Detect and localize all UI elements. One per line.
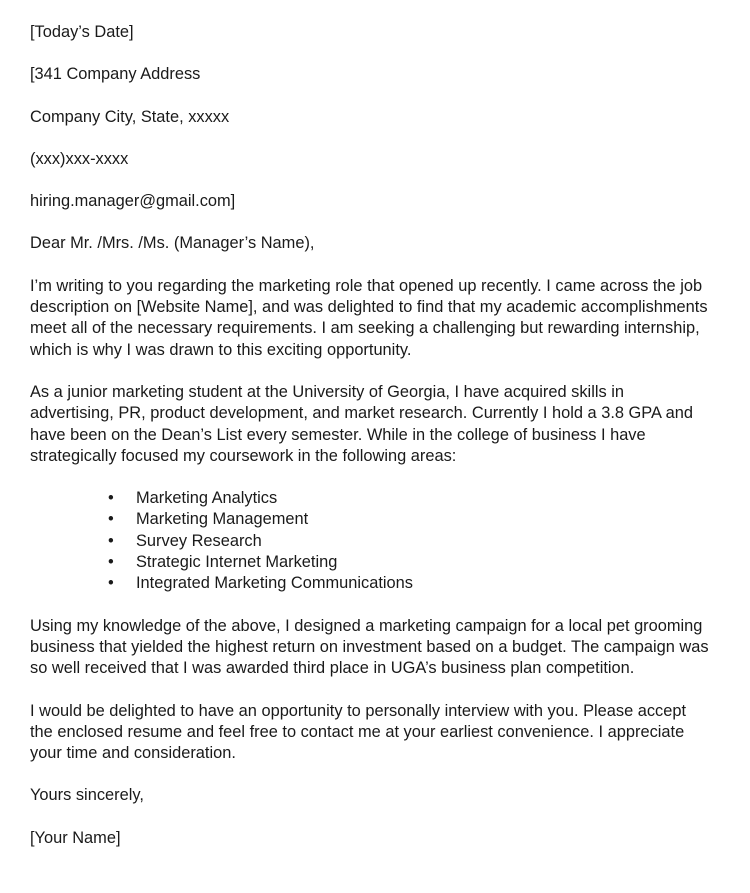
address-line-2: Company City, State, xxxxx xyxy=(30,107,230,126)
signature: [Your Name] xyxy=(30,828,121,847)
list-item: • Strategic Internet Marketing xyxy=(108,552,710,573)
address-email: hiring.manager@gmail.com] xyxy=(30,192,236,211)
letter-date: [Today’s Date] xyxy=(30,23,134,41)
closing: Yours sincerely, xyxy=(30,786,144,805)
paragraph-background: As a junior marketing student at the University of Georgia, I have acquired skills in advertising, PR, product development, and market research. Currently I hold a 3.8 GPA and have been on the Dean’s List every semester. While in the college of business I have strategically focused my coursework in the following areas: xyxy=(30,382,693,465)
list-item: • Survey Research xyxy=(108,531,710,552)
address-line-1: [341 Company Address xyxy=(30,65,201,84)
salutation: Dear Mr. /Mrs. /Ms. (Manager’s Name), xyxy=(30,234,315,253)
paragraph-intro: I’m writing to you regarding the marketing role that opened up recently. I came across the job description on [Website Name], and was delighted to find that my academic accomplishments meet all of the necessary requirements. I am seeking a challenging but rewarding internship, which is why I was drawn to this exciting opportunity. xyxy=(30,276,708,359)
paragraph-closing-request: I would be delighted to have an opportunity to personally interview with you. Please accept the enclosed resume and feel free to contact me at your earliest convenience. I appreciate your time and consideration. xyxy=(30,701,687,763)
address-phone: (xxx)xxx-xxxx xyxy=(30,149,129,168)
list-item: • Marketing Management xyxy=(108,509,710,530)
list-item: • Marketing Analytics xyxy=(108,488,710,509)
coursework-list xyxy=(30,488,710,594)
paragraph-campaign: Using my knowledge of the above, I designed a marketing campaign for a local pet grooming business that yielded the highest return on investment based on a budget. The campaign was so well received that I was awarded third place in UGA’s business plan competition. xyxy=(30,616,709,678)
list-item: • Integrated Marketing Communications xyxy=(108,573,710,594)
